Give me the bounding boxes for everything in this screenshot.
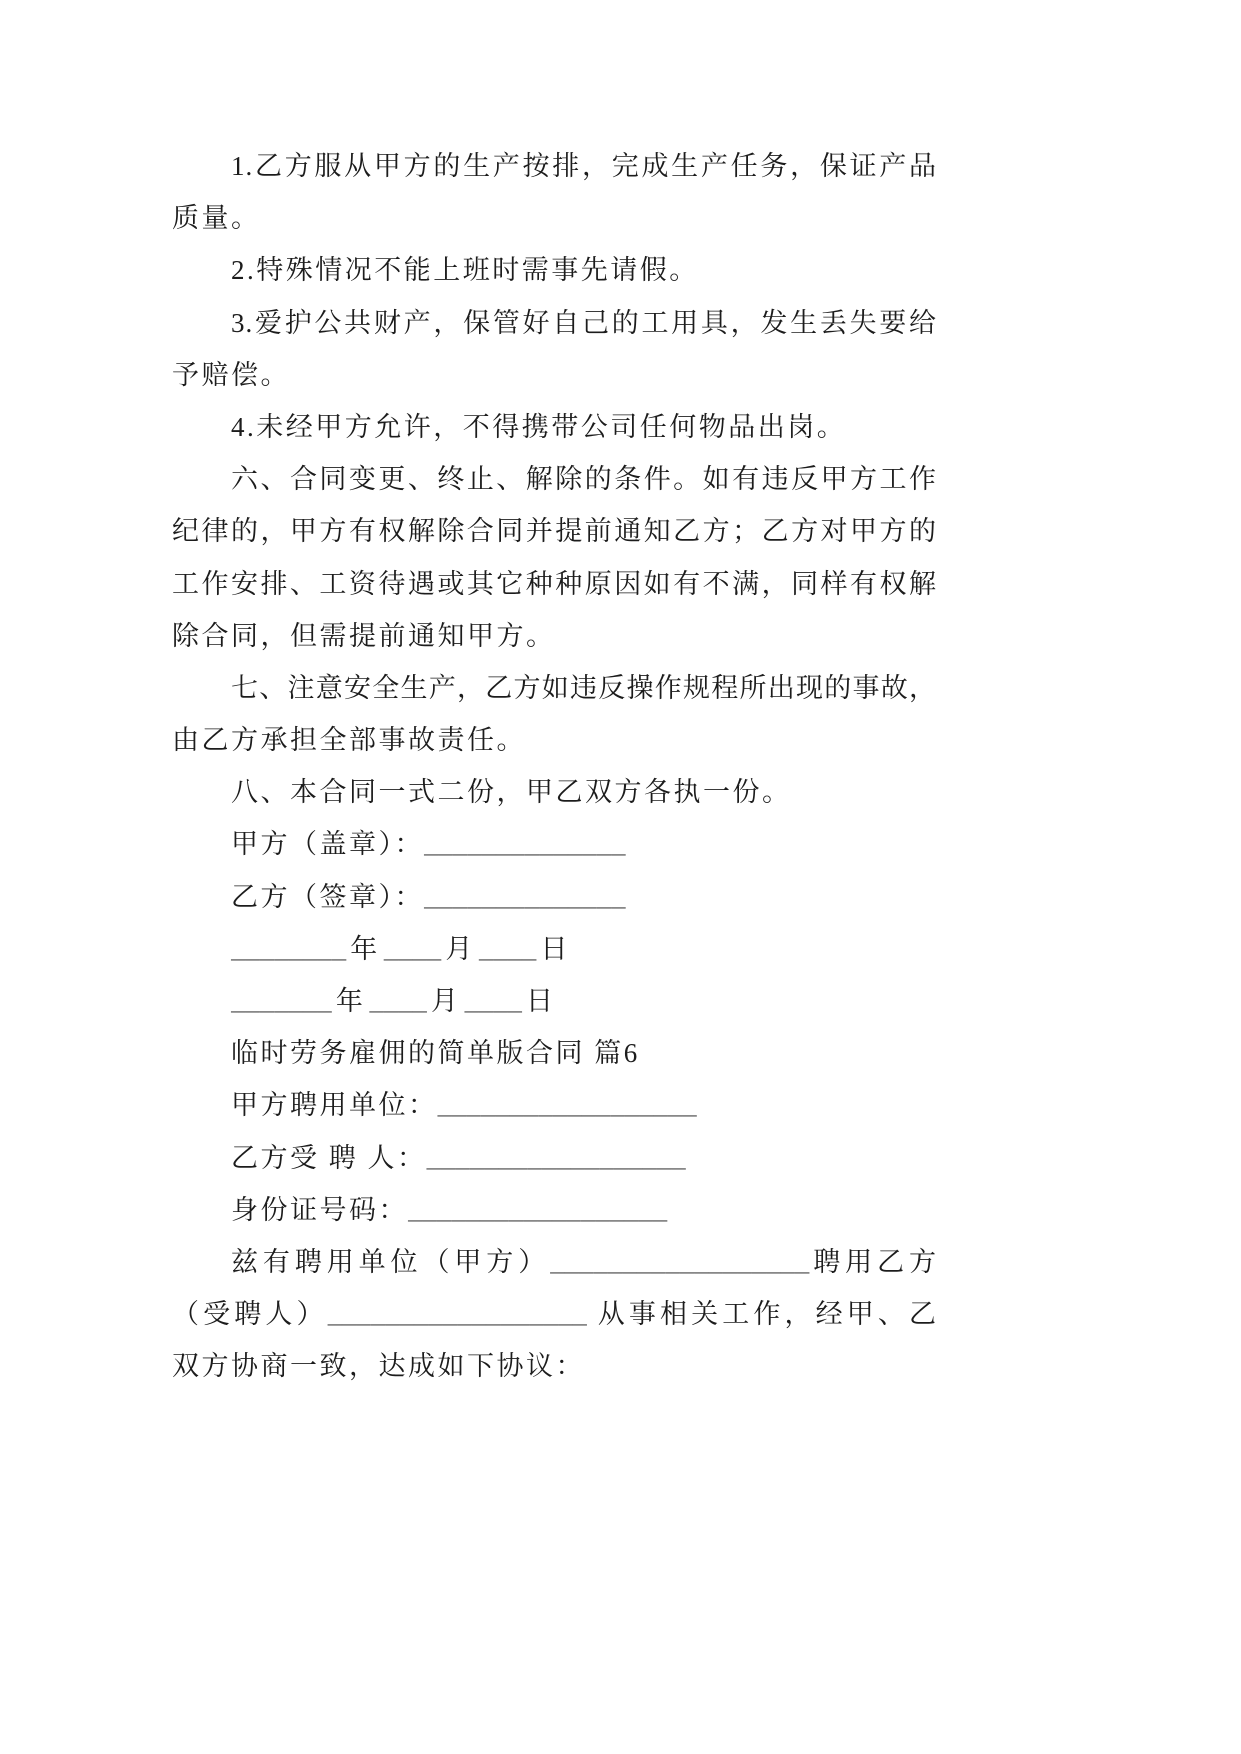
clause-eight xyxy=(172,766,937,818)
clause-seven xyxy=(172,662,937,766)
date-line-2 xyxy=(172,975,937,1027)
month-label: 月 xyxy=(445,933,475,964)
preamble-line-2 xyxy=(172,1288,937,1340)
year-label: 年 xyxy=(350,933,380,964)
employer-blank: __________________ xyxy=(437,1095,697,1123)
paragraph-line: 1.乙方服从甲方的生产按排，完成生产任务，保证产品 xyxy=(231,151,937,181)
month-blank: ____ xyxy=(369,991,427,1018)
paragraph-line: 纪律的，甲方有权解除合同并提前通知乙方；乙方对甲方的 xyxy=(172,516,937,547)
party-a-seal-line xyxy=(172,818,937,870)
employee-blank: __________________ xyxy=(426,1147,686,1175)
party-b-signature-label: 乙方（签章）： xyxy=(231,881,424,912)
year-label: 年 xyxy=(335,986,366,1016)
day-label: 日 xyxy=(540,933,570,964)
document-body xyxy=(172,140,937,1393)
paragraph-line: 工作安排、工资待遇或其它种种原因如有不满，同样有权解 xyxy=(172,568,937,599)
id-number-label: 身份证号码： xyxy=(231,1194,408,1225)
preamble-line-1 xyxy=(172,1236,937,1288)
preamble-text: 兹有聘用单位（甲方） xyxy=(231,1246,551,1277)
party-b-signature-line xyxy=(172,871,937,923)
day-label: 日 xyxy=(526,986,556,1016)
employee-name-blank: __________________ xyxy=(327,1304,587,1332)
paragraph-line: 由乙方承担全部事故责任。 xyxy=(172,725,526,756)
id-number-field xyxy=(172,1184,937,1236)
employee-field xyxy=(172,1132,937,1184)
employer-field xyxy=(172,1079,937,1131)
duty-item-4 xyxy=(172,401,937,453)
employee-label: 乙方受 聘 人： xyxy=(231,1142,427,1173)
paragraph-line: 2.特殊情况不能上班时需事先请假。 xyxy=(231,255,699,286)
id-number-blank: __________________ xyxy=(408,1199,668,1227)
date-line-1 xyxy=(172,923,937,975)
paragraph-line: 除合同，但需提前通知甲方。 xyxy=(172,620,556,651)
month-label: 月 xyxy=(430,986,461,1016)
preamble-text: （受聘人） xyxy=(172,1299,328,1330)
month-blank: ____ xyxy=(383,938,442,966)
duty-item-3 xyxy=(172,297,937,401)
preamble-paragraph xyxy=(172,1236,937,1393)
paragraph-line: 八、本合同一式二份，甲乙双方各执一份。 xyxy=(231,777,792,808)
paragraph-line: 六、合同变更、终止、解除的条件。如有违反甲方工作 xyxy=(231,464,937,495)
day-blank: ____ xyxy=(478,938,537,966)
party-b-signature-blank: ______________ xyxy=(424,886,626,914)
year-blank: _______ xyxy=(231,991,332,1018)
paragraph-line: 予赔偿。 xyxy=(172,359,290,390)
duty-item-2 xyxy=(172,244,937,296)
clause-six xyxy=(172,453,937,662)
day-blank: ____ xyxy=(464,991,523,1018)
preamble-line-3: 双方协商一致，达成如下协议： xyxy=(172,1351,585,1382)
contract-title: 临时劳务雇佣的简单版合同 篇6 xyxy=(231,1038,640,1069)
year-blank: ________ xyxy=(231,938,347,966)
paragraph-line: 4.未经甲方允许，不得携带公司任何物品出岗。 xyxy=(231,411,847,442)
paragraph-line: 质量。 xyxy=(172,203,261,234)
party-a-seal-blank: ______________ xyxy=(424,834,626,862)
party-a-seal-label: 甲方（盖章）： xyxy=(231,829,424,860)
preamble-text: 聘用乙方 xyxy=(809,1246,938,1277)
preamble-text: 从事相关工作，经甲、乙 xyxy=(586,1299,937,1330)
paragraph-line: 七、注意安全生产，乙方如违反操作规程所出现的事故， xyxy=(231,672,937,703)
employer-label: 甲方聘用单位： xyxy=(231,1090,438,1121)
employer-name-blank: __________________ xyxy=(550,1251,810,1279)
paragraph-line: 3.爱护公共财产，保管好自己的工用具，发生丢失要给 xyxy=(231,307,937,338)
duty-item-1 xyxy=(172,140,937,244)
